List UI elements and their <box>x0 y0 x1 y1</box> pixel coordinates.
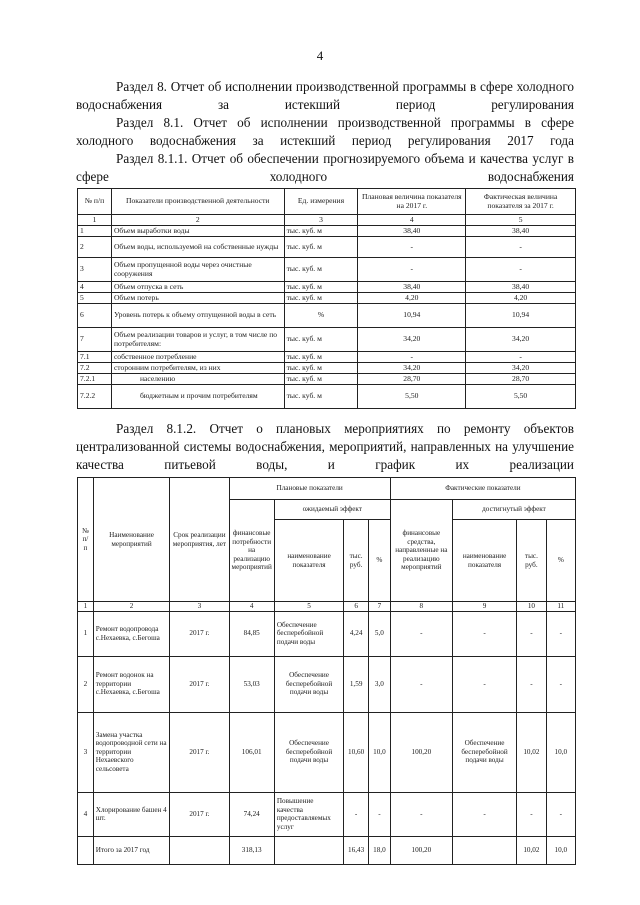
t1-row <box>78 328 576 352</box>
t1-cell-fact: 38,40 <box>466 282 576 293</box>
t1-cell-unit: тыс. куб. м <box>284 258 358 282</box>
t1-cell-num: 7 <box>78 328 112 352</box>
page-number: 4 <box>316 48 324 63</box>
t1-cell-unit: тыс. куб. м <box>284 363 358 374</box>
t1-cell-name: Объем воды, используемой на собственные нужды <box>111 237 284 258</box>
t2-total-exp-rub: 16,43 <box>344 836 369 864</box>
t2-row <box>78 712 576 792</box>
t2-cell-ach-rub: 10,02 <box>517 712 547 792</box>
t1-header-fact: Фактическая величина показателя за 2017 г. <box>466 189 576 215</box>
t1-cell-plan: 10,94 <box>358 304 466 328</box>
t2-total-blank <box>452 836 516 864</box>
t1-row <box>78 374 576 385</box>
t1-cell-plan: - <box>358 352 466 363</box>
t2-header-exp-rub: тыс. руб. <box>344 520 369 602</box>
heading-section-8-1-2: Раздел 8.1.2. Отчет о плановых мероприятиях по ремонту объектов централизованной системы водоснабжения, мероприятий, направленных на улучшение качества питьевой воды, и график их реализации <box>76 421 574 472</box>
t1-header-plan: Плановая величина показателя на 2017 г. <box>358 189 466 215</box>
t2-header-ach-pct: % <box>546 520 575 602</box>
t2-colnum: 11 <box>546 602 575 612</box>
t2-total-exp-pct: 18,0 <box>369 836 391 864</box>
t1-cell-unit: тыс. куб. м <box>284 352 358 363</box>
t2-cell-ach-pct: - <box>546 611 575 656</box>
t2-total-blank <box>78 836 94 864</box>
t2-colnum: 1 <box>78 602 94 612</box>
t2-row <box>78 792 576 836</box>
t1-cell-name: собственное потребление <box>111 352 284 363</box>
t1-row <box>78 304 576 328</box>
t2-colnum: 2 <box>93 602 170 612</box>
t1-colnum: 4 <box>358 215 466 226</box>
t1-cell-num: 7.2 <box>78 363 112 374</box>
t1-header-indicator: Показатели производственной деятельности <box>111 189 284 215</box>
t1-cell-plan: 34,20 <box>358 328 466 352</box>
t2-cell-ach-name: Обеспечение бесперебойной подачи воды <box>452 712 516 792</box>
t1-cell-fact: 34,20 <box>466 328 576 352</box>
t2-cell-exp-name: Обеспечение бесперебойной подачи воды <box>274 712 343 792</box>
t1-cell-fact: 4,20 <box>466 293 576 304</box>
t2-header-exp-pct: % <box>369 520 391 602</box>
t1-cell-plan: 5,50 <box>358 385 466 409</box>
t2-total-blank <box>170 836 229 864</box>
t2-cell-num: 1 <box>78 611 94 656</box>
t1-cell-num: 7.2.2 <box>78 385 112 409</box>
t2-cell-fact-fin: 100,20 <box>390 712 452 792</box>
t1-row <box>78 363 576 374</box>
t1-cell-unit: тыс. куб. м <box>284 226 358 237</box>
t2-cell-ach-rub: - <box>517 611 547 656</box>
t2-header-expected: ожидаемый эффект <box>274 500 390 520</box>
t2-cell-plan-fin: 84,85 <box>229 611 274 656</box>
repair-measures-table <box>77 477 576 865</box>
t1-colnum: 2 <box>111 215 284 226</box>
t2-colnum: 7 <box>369 602 391 612</box>
heading-section-8-1: Раздел 8.1. Отчет об исполнении производственной программы в сфере холодного водоснабжения за истекший период регулирования 2017 года <box>76 115 574 148</box>
t1-cell-plan: 34,20 <box>358 363 466 374</box>
t2-header-plan: Плановые показатели <box>229 478 390 500</box>
production-indicators-table <box>77 188 576 409</box>
t2-header-term: Срок реализации мероприятия, лет <box>170 478 229 602</box>
t1-cell-fact: 10,94 <box>466 304 576 328</box>
t1-cell-plan: 4,20 <box>358 293 466 304</box>
heading-section-8: Раздел 8. Отчет об исполнении производственной программы в сфере холодного водоснабжения за истекший период регулирования <box>76 79 574 112</box>
t2-header-name: Наименование мероприятий <box>93 478 170 602</box>
t1-cell-unit: тыс. куб. м <box>284 293 358 304</box>
t1-cell-name: Объем пропущенной воды через очистные сооружения <box>111 258 284 282</box>
t1-cell-fact: 5,50 <box>466 385 576 409</box>
t2-cell-exp-rub: 1,59 <box>344 656 369 712</box>
t2-cell-term: 2017 г. <box>170 656 229 712</box>
t1-cell-unit: тыс. куб. м <box>284 237 358 258</box>
t1-cell-fact: - <box>466 258 576 282</box>
t1-cell-fact: - <box>466 237 576 258</box>
t2-cell-name: Замена участка водопроводной сети на территории Нехаевского сельсовета <box>93 712 170 792</box>
t1-row <box>78 258 576 282</box>
t2-cell-ach-name: - <box>452 611 516 656</box>
t1-cell-name: Уровень потерь к объему отпущенной воды в сеть <box>111 304 284 328</box>
t1-cell-num: 7.1 <box>78 352 112 363</box>
t1-cell-name: населению <box>111 374 284 385</box>
t2-cell-term: 2017 г. <box>170 712 229 792</box>
t2-cell-ach-name: - <box>452 792 516 836</box>
t1-row <box>78 385 576 409</box>
t1-colnum: 1 <box>78 215 112 226</box>
t2-total-row <box>78 836 576 864</box>
t1-cell-name: бюджетным и прочим потребителям <box>111 385 284 409</box>
t2-cell-exp-pct: - <box>369 792 391 836</box>
t1-cell-name: Объем отпуска в сеть <box>111 282 284 293</box>
t1-cell-name: Объем выработки воды <box>111 226 284 237</box>
t2-cell-exp-rub: - <box>344 792 369 836</box>
t2-cell-name: Ремонт водонок на территории с.Нехаевка, с.Бегоша <box>93 656 170 712</box>
t1-cell-unit: % <box>284 304 358 328</box>
t2-total-name: Итого за 2017 год <box>93 836 170 864</box>
t2-header-exp-name: наименование показателя <box>274 520 343 602</box>
t2-cell-ach-pct: - <box>546 656 575 712</box>
t2-header-achieved: достигнутый эффект <box>452 500 575 520</box>
t2-header-fact: Фактические показатели <box>390 478 575 500</box>
t1-cell-unit: тыс. куб. м <box>284 282 358 293</box>
t1-header-num: № п/п <box>78 189 112 215</box>
t1-cell-num: 7.2.1 <box>78 374 112 385</box>
t2-colnum: 6 <box>344 602 369 612</box>
t2-cell-exp-pct: 10,0 <box>369 712 391 792</box>
t1-cell-name: Объем потерь <box>111 293 284 304</box>
t2-header-ach-name: наименование показателя <box>452 520 516 602</box>
t2-cell-exp-pct: 5,0 <box>369 611 391 656</box>
t2-cell-term: 2017 г. <box>170 611 229 656</box>
t1-cell-num: 2 <box>78 237 112 258</box>
heading-section-8-1-1: Раздел 8.1.1. Отчет об обеспечении прогнозируемого объема и качества услуг в сфере холодного водоснабжения <box>76 151 574 184</box>
t2-cell-ach-rub: - <box>517 656 547 712</box>
t2-cell-plan-fin: 53,03 <box>229 656 274 712</box>
t1-row <box>78 237 576 258</box>
t1-cell-fact: 28,70 <box>466 374 576 385</box>
t1-cell-name: Объем реализации товаров и услуг, в том числе по потребителям: <box>111 328 284 352</box>
t1-cell-unit: тыс. куб. м <box>284 385 358 409</box>
t1-cell-fact: 38,40 <box>466 226 576 237</box>
t1-cell-fact: 34,20 <box>466 363 576 374</box>
t2-cell-exp-name: Обеспечение бесперебойной подачи воды <box>274 656 343 712</box>
t2-colnum: 9 <box>452 602 516 612</box>
t2-colnum: 10 <box>517 602 547 612</box>
t2-colnum: 5 <box>274 602 343 612</box>
t2-cell-ach-pct: 10,0 <box>546 712 575 792</box>
t2-cell-num: 3 <box>78 712 94 792</box>
t2-colnum: 8 <box>390 602 452 612</box>
t1-cell-plan: 38,40 <box>358 282 466 293</box>
t2-row <box>78 611 576 656</box>
t1-row <box>78 282 576 293</box>
t2-colnum: 4 <box>229 602 274 612</box>
t1-cell-name: сторонним потребителям, из них <box>111 363 284 374</box>
t1-cell-unit: тыс. куб. м <box>284 374 358 385</box>
t2-row <box>78 656 576 712</box>
t1-cell-plan: 38,40 <box>358 226 466 237</box>
t2-cell-exp-pct: 3,0 <box>369 656 391 712</box>
t2-cell-term: 2017 г. <box>170 792 229 836</box>
t2-total-blank <box>274 836 343 864</box>
t2-total-ach-pct: 10,0 <box>546 836 575 864</box>
t2-header-ach-rub: тыс. руб. <box>517 520 547 602</box>
t1-cell-num: 6 <box>78 304 112 328</box>
t1-row <box>78 293 576 304</box>
t2-cell-ach-rub: - <box>517 792 547 836</box>
t2-cell-fact-fin: - <box>390 792 452 836</box>
t2-cell-exp-rub: 4,24 <box>344 611 369 656</box>
t2-cell-plan-fin: 74,24 <box>229 792 274 836</box>
t2-cell-name: Ремонт водопровода с.Нехаевка, с.Бегоша <box>93 611 170 656</box>
t2-total-fact-fin: 100,20 <box>390 836 452 864</box>
t2-total-ach-rub: 10,02 <box>517 836 547 864</box>
t1-cell-num: 4 <box>78 282 112 293</box>
t2-header-num: № п/ п <box>78 478 94 602</box>
t1-row <box>78 226 576 237</box>
t1-colnum: 5 <box>466 215 576 226</box>
t1-cell-plan: - <box>358 258 466 282</box>
t1-cell-unit: тыс. куб. м <box>284 328 358 352</box>
t2-cell-num: 2 <box>78 656 94 712</box>
t1-cell-num: 5 <box>78 293 112 304</box>
t2-cell-exp-name: Повышение качества предоставляемых услуг <box>274 792 343 836</box>
t2-header-fact-fin: финансовые средства, направленные на реализацию мероприятий <box>390 500 452 602</box>
t1-row <box>78 352 576 363</box>
t1-cell-plan: 28,70 <box>358 374 466 385</box>
t2-cell-name: Хлорирование башен 4 шт. <box>93 792 170 836</box>
t2-column-numbers-row <box>78 602 576 612</box>
t2-total-plan-fin: 318,13 <box>229 836 274 864</box>
t2-cell-fact-fin: - <box>390 656 452 712</box>
t1-colnum: 3 <box>284 215 358 226</box>
t2-cell-fact-fin: - <box>390 611 452 656</box>
t2-header-plan-fin: финансовые потребности на реализацию мероприятий <box>229 500 274 602</box>
t2-cell-exp-name: Обеспечение бесперебойной подачи воды <box>274 611 343 656</box>
t1-cell-fact: - <box>466 352 576 363</box>
t2-colnum: 3 <box>170 602 229 612</box>
t1-cell-num: 3 <box>78 258 112 282</box>
t2-cell-exp-rub: 10,60 <box>344 712 369 792</box>
t1-column-numbers-row <box>78 215 576 226</box>
t1-cell-num: 1 <box>78 226 112 237</box>
t2-cell-ach-pct: - <box>546 792 575 836</box>
t2-cell-plan-fin: 106,01 <box>229 712 274 792</box>
t2-cell-num: 4 <box>78 792 94 836</box>
t2-cell-ach-name: - <box>452 656 516 712</box>
t1-cell-plan: - <box>358 237 466 258</box>
t1-header-unit: Ед. измерения <box>284 189 358 215</box>
